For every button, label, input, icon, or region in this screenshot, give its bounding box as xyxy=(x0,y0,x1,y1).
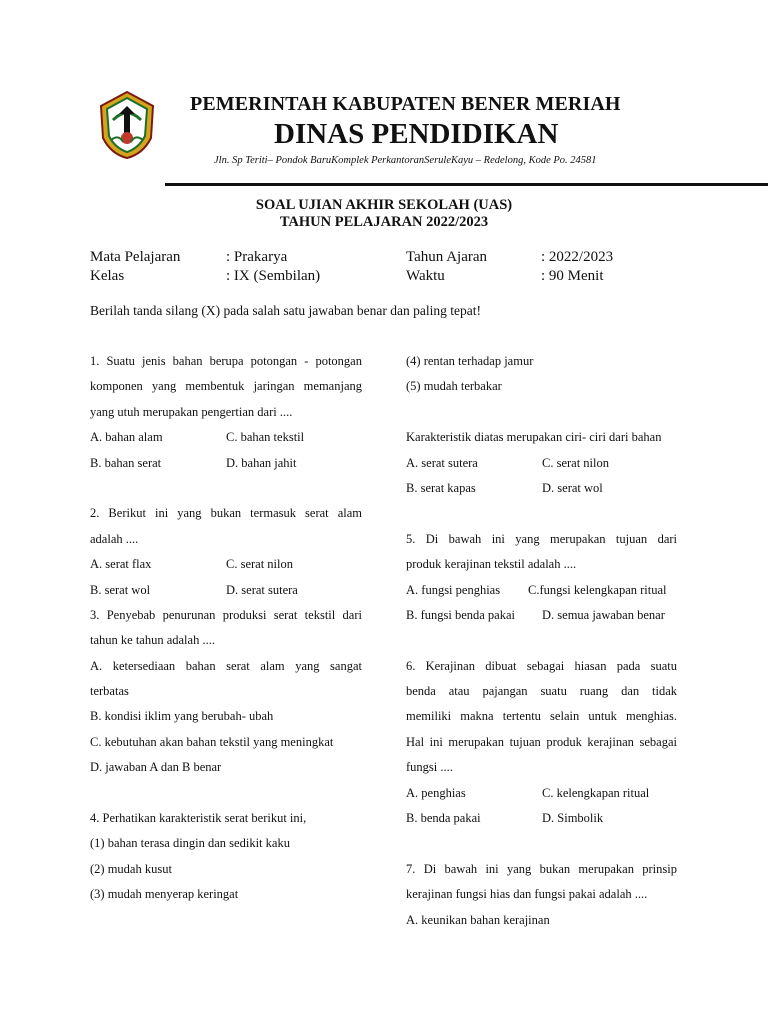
regency-logo xyxy=(97,90,157,160)
q3-option-a-cont: terbatas xyxy=(90,684,129,699)
question-5-line: produk kerajinan tekstil adalah .... xyxy=(406,557,577,572)
school-year-value: : 2022/2023 xyxy=(541,249,614,265)
right-column xyxy=(406,349,677,933)
q6-option-a: A. penghias xyxy=(406,785,466,800)
q4-option-c: C. serat nilon xyxy=(542,455,610,470)
government-heading: PEMERINTAH KABUPATEN BENER MERIAH xyxy=(190,93,621,115)
exam-year: TAHUN PELAJARAN 2022/2023 xyxy=(279,214,489,230)
q3-option-c: C. kebutuhan akan bahan tekstil yang meningkat xyxy=(90,734,334,749)
question-6-line: 6. Kerajinan dibuat sebagai hiasan pada suatu xyxy=(406,658,677,673)
q4-item: (4) rentan terhadap jamur xyxy=(406,354,534,368)
q4-item: (3) mudah menyerap keringat xyxy=(90,887,239,902)
question-4-line: 4. Perhatikan karakteristik serat berikut ini, xyxy=(90,811,307,826)
q1-option-a: A. bahan alam xyxy=(90,430,163,445)
q1-option-b: B. bahan serat xyxy=(90,455,162,470)
question-6-line: benda atau pajangan suatu ruang dan tidak xyxy=(406,684,677,699)
q7-option-a: A. keunikan bahan kerajinan xyxy=(406,912,550,927)
subject-label: Mata Pelajaran xyxy=(90,249,181,265)
question-3-line: tahun ke tahun adalah .... xyxy=(90,633,215,648)
question-6-line: fungsi .... xyxy=(406,760,453,775)
question-6-line: Hal ini merupakan tujuan produk kerajinan sebagai xyxy=(406,734,677,749)
q6-option-d: D. Simbolik xyxy=(542,811,604,826)
q3-option-d: D. jawaban A dan B benar xyxy=(90,760,222,775)
subject-value: : Prakarya xyxy=(226,249,288,265)
q5-option-b: B. fungsi benda pakai xyxy=(406,607,516,622)
instruction-text: Berilah tanda silang (X) pada salah satu jawaban benar dan paling tepat! xyxy=(90,303,481,318)
class-label: Kelas xyxy=(90,268,125,284)
question-1-line: 1. Suatu jenis bahan berupa potongan - potongan xyxy=(90,354,362,368)
question-7-line: 7. Di bawah ini yang bukan merupakan prinsip xyxy=(406,861,677,876)
q2-option-c: C. serat nilon xyxy=(226,557,294,572)
q1-option-c: C. bahan tekstil xyxy=(226,430,305,445)
q4-option-a: A. serat sutera xyxy=(406,455,478,470)
office-address: Jln. Sp Teriti– Pondok BaruKomplek PerkantoranSeruleKayu – Redelong, Kode Po. 24581 xyxy=(214,155,597,166)
q1-option-d: D. bahan jahit xyxy=(226,455,297,470)
q3-option-b: B. kondisi iklim yang berubah- ubah xyxy=(90,709,274,724)
q5-option-d: D. semua jawaban benar xyxy=(542,607,665,622)
q3-option-a: A. ketersediaan bahan serat alam yang sangat xyxy=(90,658,362,673)
question-1-line: yang utuh merupakan pengertian dari .... xyxy=(90,404,293,419)
header-divider xyxy=(165,183,768,186)
question-2-line: 2. Berikut ini yang bukan termasuk serat alam xyxy=(90,506,362,521)
question-5-line: 5. Di bawah ini yang merupakan tujuan dari xyxy=(406,531,677,546)
class-value: : IX (Sembilan) xyxy=(226,268,321,284)
q5-option-a: A. fungsi penghias xyxy=(406,582,501,597)
office-heading: DINAS PENDIDIKAN xyxy=(274,118,559,150)
q4-item: (1) bahan terasa dingin dan sedikit kaku xyxy=(90,836,290,851)
question-1-line: komponen yang membentuk jaringan memanjang xyxy=(90,379,362,394)
left-column xyxy=(90,349,362,908)
time-value: : 90 Menit xyxy=(541,268,604,284)
question-6-line: memiliki makna tertentu selain untuk menghias. xyxy=(406,709,677,724)
question-3-line: 3. Penyebab penurunan produksi serat tekstil dari xyxy=(90,607,362,622)
exam-title: SOAL UJIAN AKHIR SEKOLAH (UAS) xyxy=(255,197,513,213)
q2-option-b: B. serat wol xyxy=(90,582,151,597)
q2-option-a: A. serat flax xyxy=(90,557,152,572)
question-7-line: kerajinan fungsi hias dan fungsi pakai adalah .... xyxy=(406,887,648,902)
q4-stem: Karakteristik diatas merupakan ciri- ciri dari bahan xyxy=(406,430,662,445)
q4-item: (5) mudah terbakar xyxy=(406,379,502,394)
q4-option-b: B. serat kapas xyxy=(406,480,476,495)
q4-option-d: D. serat wol xyxy=(542,480,603,495)
q4-item: (2) mudah kusut xyxy=(90,861,172,876)
time-label: Waktu xyxy=(406,268,445,284)
q6-option-c: C. kelengkapan ritual xyxy=(542,785,650,800)
q5-option-c: C.fungsi kelengkapan ritual xyxy=(528,582,667,597)
question-2-line: adalah .... xyxy=(90,531,139,546)
q6-option-b: B. benda pakai xyxy=(406,811,481,826)
school-year-label: Tahun Ajaran xyxy=(406,249,488,265)
q2-option-d: D. serat sutera xyxy=(226,582,298,597)
